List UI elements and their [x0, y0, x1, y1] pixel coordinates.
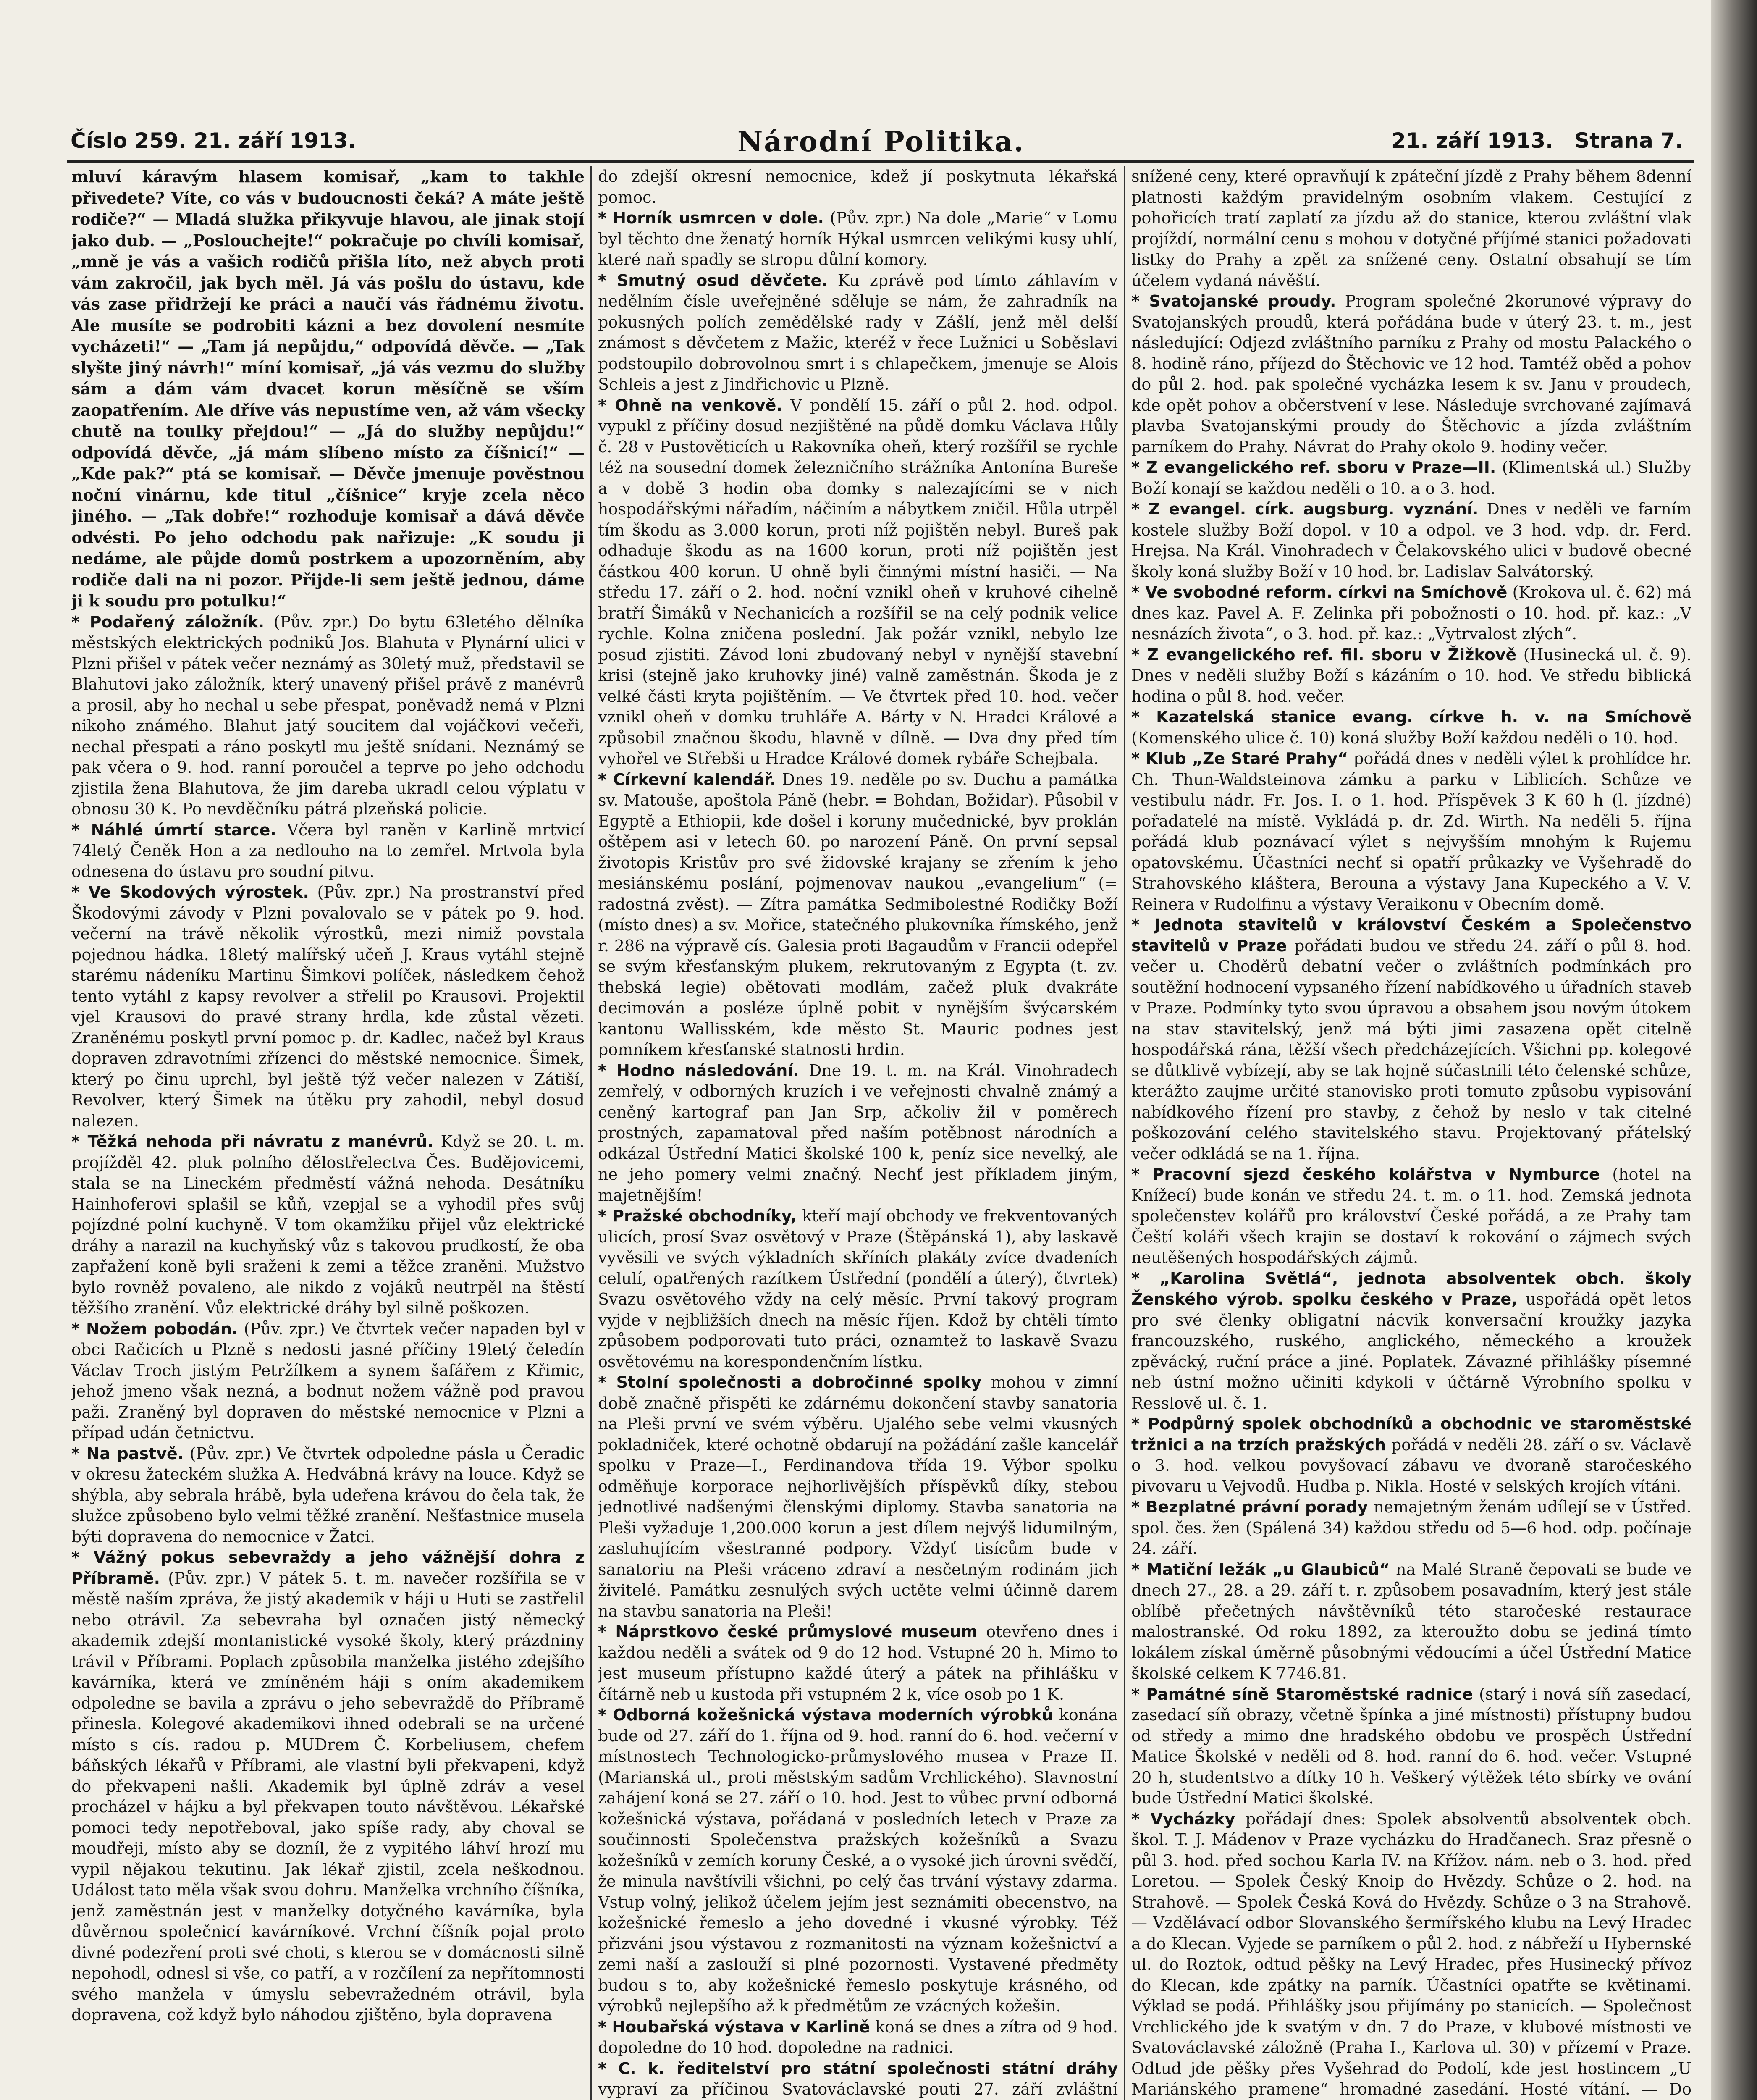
news-text: Ve čtvrtek odpoledne pásla u Čeradic v okresu žateckém služka A. Hedvábná krávy na louce. Když se shýbla, aby sebrala hrábě, byla udeřena krávou do čela tak, že služce způsobeno bylo velmi těžké zranění. Nešťastnice musela býti dopravena do nemocnice v Žatci.	[71, 1444, 585, 1546]
news-text: Ku zprávě pod tímto záhlavím v nedělním čísle uveřejněné sděluje se nám, že zahradník na pokusných polích zemědělské rady v Zášlí, jenž měl delší známost s děvčetem z Mažic, kteréž v řece Lužnici u Soběslavi podstoupilo dobrovolnou smrt i s chlapečkem, jmenuje se Alois Schleis a jest z Jindřichovic u Plzně.	[598, 271, 1118, 394]
news-text: kteří mají obchody ve frekventovaných ulicích, prosí Svaz osvětový v Praze (Štěpánská 1), aby laskavě vyvěsili ve svých výkladních skříních plakáty zvíce dvadeních celulí, opatřených razítkem Ústřední (pondělí a úterý), čtvrtek) Svazu osvětového vždy na celý měsíc. První takový program vyjde v nejbližších dnech na měsíc říjen. Kdož by chtěli tímto způsobem podporovati tuto práci, oznamtež to laskavě Svazu osvětovému na korespondenčním lístku.	[598, 1207, 1118, 1371]
news-item	[1131, 707, 1691, 748]
news-headline: * Ve svobodné reform. církvi na Smíchově	[1131, 583, 1508, 601]
news-headline: * Církevní kalendář.	[598, 770, 776, 789]
column-3-articles	[1131, 291, 1691, 2100]
news-headline: * Pracovní sjezd českého kolářstva v Nymburce	[1131, 1165, 1600, 1184]
column-1-articles	[71, 612, 585, 2026]
news-source: (Pův. zpr.)	[244, 1319, 325, 1338]
news-item	[1131, 1497, 1691, 1559]
news-item	[598, 1206, 1118, 1372]
column-1-intro	[71, 166, 585, 612]
news-item	[598, 1060, 1118, 1206]
news-text: Do bytu 63letého dělníka městských elektrických podniků Jos. Blahuta v Plynární ulici v Plzni přišel v pátek večer neznámý as 30letý muž, představil se Blahutovi jako záložník, který unavený přišel právě z manévrů a prosil, aby ho nechal u sebe přespat, poněvadž nemá v Plzni nikoho známého. Blahut jatý soucitem dal vojáčkovi večeři, nechal přespati a ráno poskytl mu ještě snídani. Neznámý se pak včera o 9. hod. ranní poroučel a teprve po jeho odchodu zjistila žena Blahutova, že jim dareba ukradl celou výplatu v obnosu 30 K. Po nevděčníku pátrá plzeňská policie.	[71, 612, 585, 818]
news-text: (Klimentská ul.) Služby Boží konají se každou neděli o 10. a o 3. hod.	[1131, 458, 1691, 498]
news-headline: * Památné síně Staroměstské radnice	[1131, 1685, 1473, 1704]
news-source: (Pův. zpr.)	[189, 1444, 271, 1463]
news-text: Na dole „Marie“ v Lomu byl těchto dne ženatý horník Hýkal usmrcen velikými kusy uhlí, které naň spadly se stropu důlní komory.	[598, 209, 1118, 269]
issue-number: Číslo 259. 21. září 1913.	[71, 129, 356, 153]
news-text: (Husinecká ul. č. 9). Dnes v neděli služby Boží s kázáním o 10. hod. Ve středu biblická hodina o půl 8. hod. večer.	[1131, 645, 1691, 706]
header-right	[1391, 129, 1683, 153]
column-3	[1131, 166, 1691, 2100]
news-source: (Pův. zpr.)	[273, 612, 359, 631]
column-rule-1	[590, 166, 592, 2100]
news-source: (Pův. zpr.)	[168, 1569, 252, 1588]
intro-text: mluví káravým hlasem komisař, „kam to takhle přivedete? Víte, co vás v budoucnosti čeká? A máte ještě rodiče?“ — Mladá služka přikyvuje hlavou, ale jinak stojí jako dub. — „Poslouchejte!“ pokračuje po chvíli komisař, „mně je vás a vašich rodičů přišla líto, než abych proti vám zakročil, jak bych měl. Já vás pošlu do ústavu, kde vás zase přidržejí ke práci a naučí vás řádnému životu. Ale musíte se podrobiti kázni a bez dovolení nesmíte vycházeti!“ — „Tam já nepůjdu,“ odpovídá děvče. — „Tak slyšte jiný návrh!“ míní komisař, „já vás vezmu do služby sám a dám vám dvacet korun měsíčně se vším zaopatřením. Ale dříve vás nepustíme ven, až vám všecky chutě na toulky přejdou!“ — „Já do služby nepůjdu!“ odpovídá děvče, „já mám slíbeno místo za číšnicí!“ — „Kde pak?“ ptá se komisař. — Děvče jmenuje pověstnou noční vinárnu, kde titul „číšnice“ kryje zcela něco jiného. — „Tak dobře!“ rozhoduje komisař a dává děvče odvésti. Po jeho odchodu pak nařizuje: „K soudu ji nedáme, ale půjde domů postrkem a upozorněním, aby rodiče dali na ni pozor. Přijde-li sem ještě jednou, dáme ji k soudu pro potulku!“	[71, 167, 585, 610]
news-item	[598, 2058, 1118, 2100]
news-text: pořádají dnes: Spolek absolventů absolventek obch. škol. T. J. Mádenov v Praze vycházku do Hradčanech. Sraz přesně o půl 3. hod. před sochou Karla IV. na Křížov. nám. neb o 3. hod. před Loretou. — Spolek Český Knoip do Hvězdy. Schůze o 2. hod. na Strahově. — Spolek Česká Ková do Hvězdy. Schůze o 3 na Strahově. — Vzdělávací odbor Slovanského šermířského klubu na Levý Hradec a do Klecan. Vyjede se parníkem o půl 2. hod. z nábřeží u Hybernské ul. do Roztok, odtud pěšky na Levý Hradec, přes Husinecký přívoz do Klecan, kde zpátky na parník. Účastníci opatřte se květinami. Výklad se podá. Přihlášky jsou přijímány po stanicích. — Společnost Vrchlického jde k svatým v dn. 7 do Praze, v klubové místnosti ve Svatováclavské záložně (Praha I., Karlova ul. 30) v přízemí v Praze. Odtud jde pěšky přes Vyšehrad do Podolí, kde jest hostincem „U Mariánského pramene“ hromadné zasedání. Hosté vítání. — Do	[1131, 1809, 1691, 2098]
news-text: Dne 19. t. m. na Král. Vinohradech zemřelý, v odborných kruzích i ve veřejnosti chvalně známý a ceněný kartograf pan Jan Srp, ačkoliv žil v poměrech prostných, zapamatoval před naším potěbnost národních a odkázal Ústřední Matici školské 100 k, peníz sice nevelký, ale ne jeho pomery velmi značný. Nechť jest příkladem jiným, majetnějším!	[598, 1061, 1118, 1205]
intro-text: do zdejší okresní nemocnice, kdež jí poskytnuta lékařská pomoc.	[598, 167, 1118, 207]
news-headline: * Stolní společnosti a dobročinné spolky	[598, 1373, 982, 1391]
news-headline: * Hodno následování.	[598, 1061, 799, 1080]
news-headline: * Z evangelického ref. fil. sboru v Žižkově	[1131, 645, 1517, 664]
news-text: Dnes v neděli ve farním kostele služby Boží dopol. v 10 a odpol. ve 3 hod. vdp. dr. Ferd. Hrejsa. Na Král. Vinohradech v Čelakovského ulici v budově obecné školy koná služby Boží v 10 hod. br. Ladislav Salvátorský.	[1131, 500, 1691, 581]
news-headline: * Svatojanské proudy.	[1131, 292, 1336, 310]
column-2-articles	[598, 208, 1118, 2100]
news-headline: * Z evangelického ref. sboru v Praze—II.	[1131, 458, 1496, 477]
news-headline: * Ve Skodových výrostek.	[71, 883, 309, 901]
column-rule-2	[1124, 166, 1125, 2100]
news-item	[71, 882, 585, 1131]
scan-edge-right	[1711, 0, 1757, 2100]
news-headline: * Ohně na venkově.	[598, 396, 782, 415]
news-item	[1131, 457, 1691, 499]
news-text: konána bude od 27. září do 1. října od 9. hod. ranní do 6. hod. večerní v místnostech Technologicko-průmyslového musea v Praze II. (Marianská ul., proti městským sadům Vrchlického). Slavnostní zahájení koná se 27. září o 10. hod. Jest to vůbec první odborná kožešnická výstava, pořádaná v posledních letech v Praze za součinnosti Společenstva pražských kožešníků a Svazu kožešníků v zemích koruny České, a o vysoké jich úrovni svědčí, že minula navštívili všichni, po celý čas trvání výstavy zdarma. Vstup volný, jelikož účelem jejím jest seznámiti obecenstvo, na kožešnické řemeslo a jeho dovedné i vkusné výrobky. Též přizváni jsou výstavou z rozmanitosti na význam kožešnictví a zemi naší a zaslouží si plné pozornosti. Vystavené předměty budou s to, aby kožešnické řemeslo poskytuje krásného, od výrobků nejlepšího až k předmětům ze vzácných kožešin.	[598, 1706, 1118, 2015]
news-headline: * Smutný osud děvčete.	[598, 271, 828, 290]
news-text: pořádati budou ve středu 24. září o půl 8. hod. večer u. Choděrů debatní večer o zvláštních podmínkách pro soutěžní hodnocení vypsaného řízení nabídkového u úřadních staveb v Praze. Podmínky tyto svou úpravou a obsahem jsou novým útokem na stav stavitelský, jenž má býti jimi zasazena opět citelně hospodářská rána, těžší všech předcházejících. Všichni pp. kolegové se důtklivě vybízejí, aby se tak hojně súčastnili této čelenské schůze, kterážto zaujme určité stanovisko proti tomuto způsobu vypisování nabídkového řízení pro stavby, z čehož by neslo v tak citelné poškozování celého stavitelského stavu. Projektovaný přátelský večer odkládá se na 1. října.	[1131, 936, 1691, 1163]
news-headline: * Matiční ležák „u Glaubiců“	[1131, 1560, 1390, 1579]
news-headline: * Horník usmrcen v dole.	[598, 209, 824, 227]
news-item	[1131, 748, 1691, 915]
news-item	[71, 1547, 585, 2026]
news-item	[1131, 582, 1691, 645]
news-text: Na prostranství před Škodovými závody v Plzni povalovalo se v pátek po 9. hod. večerní na trávě několik výrostků, mezi nimiž povstala pojednou hádka. 18letý malířský učeň J. Kraus vytáhl stejně starému nádeníku Martinu Šimkovi políček, následkem čehož tento vytáhl z kapsy revolver a střelil po Krausovi. Projektil vjel Krausovi do pravé strany hrdla, kde zůstal vězeti. Zraněnému poskytl první pomoc p. dr. Kadlec, načež byl Kraus dopraven zdravotními zřízenci do městské nemocnice. Šimek, který po činu uprchl, byl ještě týž večer nalezen v Zátiší, Revolver, který Šimek na útěku pry zahodil, nebyl dosud nalezen.	[71, 883, 585, 1130]
news-headline: * Podařený záložník.	[71, 612, 265, 631]
news-item	[1131, 1414, 1691, 1497]
column-2-intro	[598, 166, 1118, 208]
news-text: mohou v zimní době značně přispěti ke zdárnému dokončení stavby sanatoria na Pleši první ve svém výběru. Ujalého sebe velmi vkusných pokladniček, které ochotně obdarují na požádání zašle kancelář spolku v Praze—I., Ferdinandova třída 19. Výbor spolku odměňuje korporace nejhorlivějších příspěvků díky, stebou jednotlivé nadšenými členskými diplomy. Stavba sanatoria na Pleši vyžaduje 1,200.000 korun a jest dílem nejvýš lidumilným, zasluhujícím všestranné podpory. Vždyť tisícům bude v sanatoriu na Pleši vráceno zdraví a nesčetným rodinám jich živitelé. Památku zesnulých svých uctěte velmi účinně darem na stavbu sanatoria na Pleši!	[598, 1373, 1118, 1620]
news-headline: * Podpůrný spolek obchodníků a obchodnic ve staroměstské tržnici a na trzích pražských	[1131, 1415, 1691, 1454]
news-headline: * Houbařská výstava v Karlině	[598, 2017, 870, 2036]
news-headline: * Odborná kožešnická výstava moderních výrobků	[598, 1706, 1053, 1724]
news-headline: * Kazatelská stanice evang. církve h. v. na Smíchově	[1131, 708, 1691, 726]
news-item	[1131, 1268, 1691, 1414]
news-item	[1131, 291, 1691, 457]
news-text: Když se 20. t. m. projížděl 42. pluk polního dělostřelectva Čes. Budějovicemi, stala se na Lineckém předměstí vážná nehoda. Desátníku Hainhoferovi splašil se kůň, vzepjal se a vyhodil přes svůj pojízdné polní kuchyně. V tom okamžiku přijel vůz elektrické dráhy a narazil na kuchyňský vůz s takovou prudkostí, že oba zapřažení koně byli sraženi k zemi a těžce zraněni. Mužstvo bylo rovněž povaleno, ale nikdo z vojáků neutrpěl na štěstí těžšího zranění. Vůz elektrické dráhy byl silně poškozen.	[71, 1132, 585, 1317]
intro-text: snížené ceny, které opravňují k zpáteční jízdě z Prahy během 8denní platnosti každým pravidelným osobním vlakem. Cestující z pohořicích tratí zaplatí za jízdu až do stanice, kterou zvláštní vlak projíždí, normální cenu s mohou v dotyčné příjímé stanici požadovati listky do Prahy a zpět za snížené ceny. Ostatní obsahují se tím účelem vydaná návěští.	[1131, 167, 1691, 290]
news-item	[1131, 1164, 1691, 1268]
news-headline: * Z evangel. círk. augsburg. vyznání.	[1131, 500, 1479, 518]
news-item	[1131, 645, 1691, 707]
news-headline: * C. k. ředitelství pro státní společnosti státní dráhy	[598, 2059, 1118, 2078]
column-1	[71, 166, 585, 2100]
header-rule	[67, 160, 1694, 163]
news-text: otevřeno dnes i každou neděli a svátek od 9 do 12 hod. Vstupné 20 h. Mimo to jest museum přístupno každé úterý a pátek na přihlášku v čítárně neb u kustoda při vstupném 2 k, více osob po 1 K.	[598, 1622, 1118, 1704]
news-text: V pátek 5. t. m. navečer rozšířila se v městě naším zpráva, že jistý akademik v háji u Huti se zastřelil nebo otrávil. Za sebevraha byl označen jistý německý akademik zdejší montanistické vysoké školy, který prázdniny trávil v Příbrami. Poplach způsobila manželka jistého zdejšího kavárníka, která ve zmíněném háji s oním akademikem odpoledne se bavila a zprávu o jeho sebevraždě do Příbramě přinesla. Kolegové akademikovi ihned odebrali se na určené místo s cís. radou p. MUDrem Č. Korbeliusem, chefem báňských lékařů v Příbrami, ale vlastní byli překvapeni, když do překvapeni našli. Akademik byl úplně zdráv a vesel procházel v hájku a byl překvapen touto návštěvou. Lékařské pomoci tedy nepotřeboval, jako spíše rady, aby choval se moudřeji, místo aby se dozníl, že z vypitého láhví hrozí mu vypil nějakou tekutinu. Jak lékař zjistil, zcela neškodnou. Událost tato měla však svou dohru. Manželka vrchního číšníka, jenž zaměstnán jest v manželky dotyčného kavárníka, byla důvěrnou společnicí kavárníkové. Vrchní číšník pojal proto divné podezření proti své choti, s kterou se v domácnosti silně nepohodl, odnesl si vše, co patří, a v rozčílení za nepřítomnosti svého manžela v úmyslu sebevražedném otrávil, byla dopravena, což když bylo náhodou zjištěno, byla dopravena	[71, 1569, 585, 2024]
news-text: Ve čtvrtek večer napaden byl v obci Račicích u Plzně s nedosti jasné příčiny 19letý čeledín Václav Troch jistým Petržílkem a synem šafářem z Křimic, jehož jmeno však nezná, a bodnut nožem vážně pod pravou paži. Zraněný byl dopraven do městské nemocnice v Plzni a případ udán četnictvu.	[71, 1319, 585, 1442]
news-item	[598, 2017, 1118, 2058]
news-item	[598, 395, 1118, 769]
news-text: pořádá v neděli 28. září o sv. Václavě o 3. hod. velkou povyšovací zábavu ve dvoraně staročeského pivovaru u Vejvodů. Hudba p. Nikla. Hosté v selských krojích vítáni.	[1131, 1435, 1691, 1496]
news-headline: * Nožem pobodán.	[71, 1319, 238, 1338]
page-header	[71, 123, 1691, 160]
news-item	[71, 1319, 585, 1444]
news-headline: * Klub „Ze Staré Prahy“	[1131, 749, 1348, 768]
news-text: (Komenského ulice č. 10) koná služby Boží každou neděli o 10. hod.	[1131, 728, 1678, 747]
news-text: pořádá dnes v neděli výlet k prohlídce hr. Ch. Thun-Waldsteinova zámku a parku v Liblicích. Schůze ve vestibulu nádr. Fr. Jos. I. o 1. hod. Příspěvek 3 K 60 h (l. jízdné) pořadatelé na místě. Vykládá p. dr. Zd. Wirth. Na neděli 5. října pořádá klub poznávací výlet s nejvyšším mnohým k Rujemu opatovskému. Účastníci nechť si opatří průkazky ve Vyšehradě do Strahovského kláštera, Berouna a výstavy Jana Kupeckého a V. V. Reinera v Rudolfinu a výstavy Veraikonu v Obecním domě.	[1131, 749, 1691, 914]
news-text: (Krokova ul. č. 62) má dnes kaz. Pavel A. F. Zelinka při pobožnosti o 10. hod. př. kaz.: „V nesnázích života“, o 3. hod. př. kaz.: „Vytrvalost zlých“.	[1131, 583, 1691, 643]
header-date: 21. září 1913.	[1391, 129, 1554, 153]
news-source: (Pův. zpr.)	[830, 209, 911, 227]
news-headline: * Vážný pokus sebevraždy a jeho vážnější dohra z Příbramě.	[71, 1548, 585, 1588]
news-text: (starý i nová síň zasedací, zasedací síň obrazy, včetně špínka a jiné místnosti) přístupny budou od středy a mimo dne hradského obdobu ve prospěch Ústřední Matice Školské v neděli od 8. hod. ranní do 6. hod. večer. Vstupné 20 h, studentstvo a dítky 10 h. Veškerý výtěžek této sbírky ve ování bude Ústřední Matici školské.	[1131, 1685, 1691, 1807]
news-item	[71, 1131, 585, 1319]
news-item	[598, 769, 1118, 1060]
news-headline: * Jednota stavitelů v království Českém a Společenstvo stavitelů v Praze	[1131, 916, 1691, 955]
news-headline: * Na pastvě.	[71, 1444, 184, 1463]
news-text: na Malé Straně čepovati se bude ve dnech 27., 28. a 29. září t. r. způsobem posavadním, který jest stále oblíbě přečetných návštěvníků této staročeské restaurace malostranské. Od roku 1892, za kteroužto dobu se jediná tímto lokálem získal úměrně působnými vědoucími a účel Ústřední Matice školské celkem K 7746.81.	[1131, 1560, 1691, 1683]
news-item	[71, 1444, 585, 1548]
news-headline: * Těžká nehoda při návratu z manévrů.	[71, 1132, 433, 1151]
news-headline: * Náprstkovo české průmyslové museum	[598, 1622, 978, 1641]
news-text: Program společné 2korunové výpravy do Svatojanských proudů, která pořádána bude v úterý 23. t. m., jest následující: Odjezd zvláštního parníku z Prahy od mostu Palackého o 8. hodině ráno, příjezd do Štěchovic ve 12 hod. Tamtéž oběd a pohov do půl 2. hod. pak společné vycházka lesem k sv. Janu v proudech, kde opět pohov a občerstvení v lese. Následuje svrchované zajímavá plavba Svatojanskými proudy do Štěchovic a jízda zvláštním parníkem do Prahy. Návrat do Prahy okolo 9. hodiny večer.	[1131, 292, 1691, 456]
page-number: Strana 7.	[1574, 129, 1683, 153]
news-headline: * Vycházky	[1131, 1809, 1235, 1828]
news-headline: * Pražské obchodníky,	[598, 1207, 797, 1225]
newspaper-title: Národní Politika.	[737, 125, 1025, 158]
news-headline: * Náhlé úmrtí starce.	[71, 820, 276, 839]
column-3-intro	[1131, 166, 1691, 291]
news-headline: * „Karolina Světlá“, jednota absolventek obch. školy Ženského výrob. spolku českého v Praze,	[1131, 1269, 1691, 1308]
news-item	[598, 1622, 1118, 1705]
news-text: (hotel na Knížecí) bude konán ve středu 24. t. m. o 11. hod. Zemská jednota společenstev kolářů pro království České pořádá, a ze Prahy tam Čeští koláři všech krajin se dostaví k rokování o zájmech svých neutěšených hospodářských zájmů.	[1131, 1165, 1691, 1267]
news-text: Dnes 19. neděle po sv. Duchu a památka sv. Matouše, apoštola Páně (hebr. = Bohdan, Božidar). Působil v Egyptě a Ethiopii, kde došel i koruny mučednické, byv proklán oštěpem asi v letech 60. po narození Páně. On první sepsal životopis Kristův pro své židovské krajany se zřením k jeho mesiánskému poslání, pojmenovav naukou „evangelium“ (= radostná zvěst). — Zítra památka Sedmibolestné Rodičky Boží (místo dnes) a sv. Mořice, statečného plukovníka římského, jenž r. 286 na výpravě cís. Galesia proti Bagaudům v Francii odepřel se svým křesťanským plukem, rekrutovaným z Egypta (t. zv. thebská legie) obětovati modlám, začež pluk dvakráte decimován a posléze úplně pobit v nynějším švýcarském kantonu Wallisském, kde město St. Mauric podnes jest pomníkem křesťanské statnosti hrdin.	[598, 770, 1118, 1059]
column-2	[598, 166, 1118, 2100]
news-item	[71, 820, 585, 882]
news-item	[598, 208, 1118, 270]
news-item	[1131, 1559, 1691, 1684]
news-item	[1131, 1684, 1691, 1809]
news-text: koná se dnes a zítra od 9 hod. dopoledne do 10 hod. dopoledne na radnici.	[598, 2017, 1118, 2057]
news-headline: * Bezplatné právní porady	[1131, 1498, 1368, 1516]
news-item	[598, 270, 1118, 395]
news-text: Včera byl raněn v Karlině mrtvicí 74letý Čeněk Hon a za nedlouho na to zemřel. Mrtvola byla odnesena do ústavu pro soudní pitvu.	[71, 820, 585, 881]
news-item	[1131, 1809, 1691, 2100]
news-text: nemajetným ženám udílejí se v Ústřed. spol. čes. žen (Spálená 34) každou středu od 5—6 hod. odp. počínaje 24. září.	[1131, 1498, 1691, 1558]
news-text: V pondělí 15. září o půl 2. hod. odpol. vypukl z příčiny dosud nezjištěné na půdě domku Václava Hůly č. 28 v Pustověticích u Rakovníka oheň, který rozšířil se rychle též na sousední domek železničního strážníka Antonína Bureše a v době 3 hodin oba domky s nalezajícími se v nich hospodářskými nářadím, náčiním a nábytkem zničil. Hůla utrpěl tím škodu as 3.000 korun, proti níž pojištěn nebyl. Bureš pak odhaduje škodu as na 1600 korun, proti níž pojištěn jest částkou 400 korun. U ohně byli činnými místní hasiči. — Na středu 17. září o 2. hod. noční vznikl oheň v kruhové cihelně bratří Šimáků v Nechanicích a rozšířil se na celý podnik velice rychle. Kolna zničena poslední. Jak požár vznikl, nebylo lze posud zjistiti. Závod loni zbudovaný nebyl v nynější stavební krisi (stejně jako kruhovky jiné) valně zaměstnán. Škoda je z velké části kryta pojištěním. — Ve čtvrtek před 10. hod. večer vznikl oheň v domku truhláře A. Bárty v N. Hradci Králové a způsobil značnou škodu, hlavně v dílně. — Dva dny před tím vyhořel ve Střebši u Hradce Králové domek rybáře Schejbala.	[598, 396, 1118, 768]
news-source: (Pův. zpr.)	[317, 883, 401, 901]
news-item	[1131, 915, 1691, 1164]
news-text: vypraví za příčinou Svatováclavské pouti 27. září zvláštní	[598, 2080, 1118, 2098]
news-text: uspořádá opět letos pro své členky obligatní nácvik konversační kroužky jazyka francouzského, ruského, anglického, německého a kroužek zpěvácký, ruční práce a jiné. Poplatek. Závazné přihlášky písemné neb ústní možno učiniti kdykoli v účtárně Výrobního spolku v Resslově ul. č. 1.	[1131, 1290, 1691, 1412]
news-item	[598, 1372, 1118, 1622]
news-item	[598, 1705, 1118, 2017]
news-item	[1131, 499, 1691, 582]
news-item	[71, 612, 585, 820]
